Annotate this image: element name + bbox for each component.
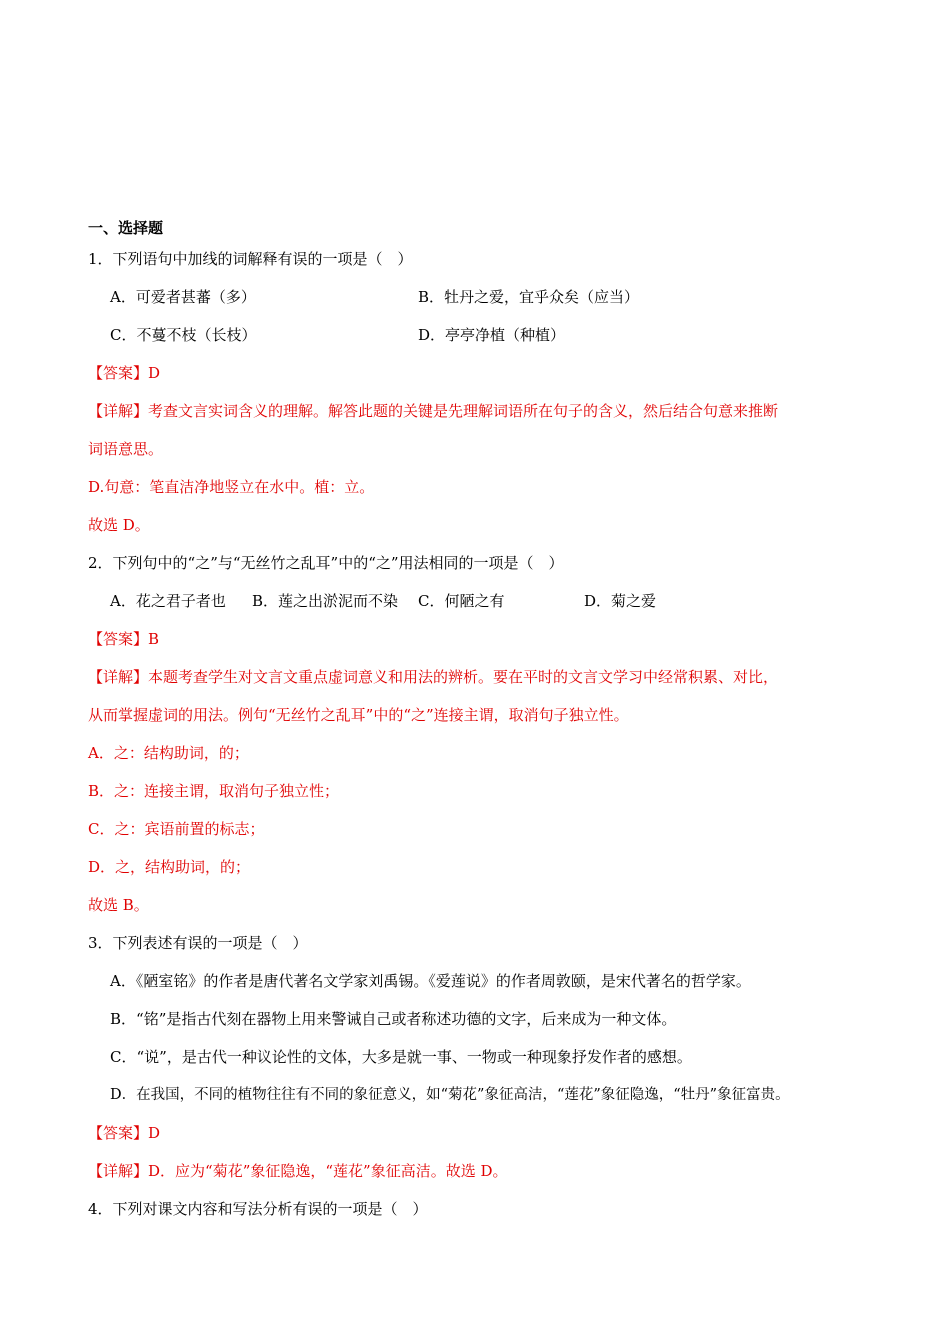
question-3-option-c: C．“说”，是古代一种议论性的文体，大多是就一事、一物或一种现象抒发作者的感想。	[110, 1048, 692, 1066]
question-1-option-d: D．亭亭净植（种植）	[418, 326, 566, 344]
question-2-option-b: B．莲之出淤泥而不染	[252, 592, 399, 610]
section-title: 一、选择题	[88, 219, 164, 237]
question-3-option-a: A．《陋室铭》的作者是唐代著名文学家刘禹锡。《爱莲说》的作者周敦颐，是宋代著名的哲学家。	[110, 972, 751, 990]
question-1-option-b: B．牡丹之爱，宜乎众矣（应当）	[418, 288, 640, 306]
question-3-stem: 3．下列表述有误的一项是（ ）	[88, 934, 308, 952]
question-3-option-d: D．在我国，不同的植物往往有不同的象征意义，如“菊花”象征高洁，“莲花”象征隐逸，“牡丹”象征富贵。	[110, 1087, 790, 1103]
question-2-answer: 【答案】B	[88, 630, 160, 648]
question-3-option-b: B．“铭”是指古代刻在器物上用来警诫自己或者称述功德的文字，后来成为一种文体。	[110, 1010, 677, 1028]
question-1-option-c: C．不蔓不枝（长枝）	[110, 326, 257, 344]
question-2-stem: 2．下列句中的“之”与“无丝竹之乱耳”中的“之”用法相同的一项是（ ）	[88, 554, 564, 572]
question-2-option-d: D．菊之爱	[584, 592, 657, 610]
question-3-detail-line-1: 【详解】D．应为“菊花”象征隐逸，“莲花”象征高洁。故选 D。	[88, 1162, 508, 1180]
question-2-option-a: A．花之君子者也	[110, 592, 226, 610]
question-2-detail-line-5: C．之：宾语前置的标志；	[88, 820, 265, 838]
question-2-detail-line-1: 【详解】本题考查学生对文言文重点虚词意义和用法的辨析。要在平时的文言文学习中经常积累、对比，	[88, 668, 779, 686]
question-1-detail-line-1: 【详解】考查文言实词含义的理解。解答此题的关键是先理解词语所在句子的含义，然后结合句意来推断	[88, 402, 779, 420]
question-3-answer: 【答案】D	[88, 1124, 161, 1142]
question-2-detail-line-3: A．之：结构助词，的；	[88, 744, 249, 762]
question-1-detail-line-2: 词语意思。	[88, 440, 164, 458]
question-1-stem: 1．下列语句中加线的词解释有误的一项是（ ）	[88, 250, 413, 268]
question-2-detail-line-2: 从而掌握虚词的用法。例句“无丝竹之乱耳”中的“之”连接主谓，取消句子独立性。	[88, 706, 629, 724]
question-2-detail-line-7: 故选 B。	[88, 896, 149, 914]
question-4-stem: 4．下列对课文内容和写法分析有误的一项是（ ）	[88, 1200, 428, 1218]
question-1-detail-line-4: 故选 D。	[88, 516, 150, 534]
question-1-detail-line-3: D.句意：笔直洁净地竖立在水中。植：立。	[88, 478, 375, 496]
question-2-option-c: C．何陋之有	[418, 592, 505, 610]
question-1-option-a: A．可爱者甚蕃（多）	[110, 288, 256, 306]
question-2-detail-line-4: B．之：连接主谓，取消句子独立性；	[88, 782, 340, 800]
question-1-answer: 【答案】D	[88, 364, 161, 382]
question-2-detail-line-6: D．之，结构助词，的；	[88, 858, 251, 876]
